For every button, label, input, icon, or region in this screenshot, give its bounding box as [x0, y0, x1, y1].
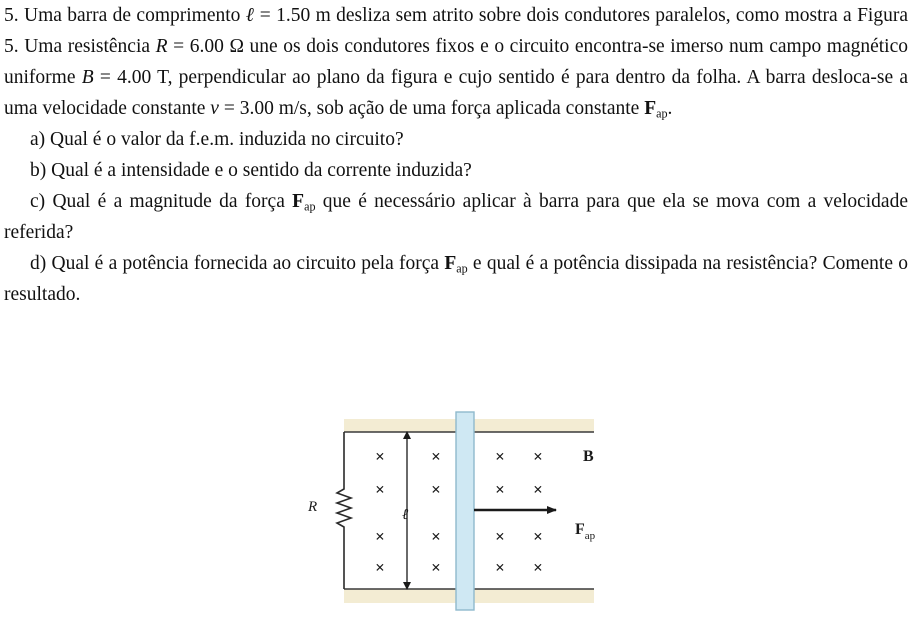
- field-x: ×: [431, 480, 441, 499]
- var-R: R: [155, 36, 168, 57]
- field-x: ×: [431, 447, 441, 466]
- field-x: ×: [533, 480, 543, 499]
- question-b: b) Qual é a intensidade e o sentido da corrente induzida?: [30, 160, 472, 181]
- resistor-wire: [337, 432, 351, 589]
- force-label: $F_{ap}$: [575, 521, 596, 542]
- var-F: F: [644, 98, 657, 119]
- question-c: c) Qual é a magnitude da força $F_{ap}$ que é necessário aplicar à barra para que ela se mova com a velocidade referida?: [4, 191, 908, 243]
- field-x: ×: [495, 527, 505, 546]
- length-label: ℓ: [402, 507, 409, 523]
- field-x: ×: [495, 447, 505, 466]
- var-B: B: [81, 67, 94, 88]
- var-v: v: [210, 98, 219, 119]
- field-x: ×: [533, 558, 543, 577]
- sliding-bar: [456, 412, 474, 610]
- field-x: ×: [495, 558, 505, 577]
- field-x: ×: [375, 527, 385, 546]
- field-x: ×: [533, 447, 543, 466]
- problem-number: 5.: [4, 5, 19, 26]
- question-a: a) Qual é o valor da f.e.m. induzida no circuito?: [30, 129, 404, 150]
- problem-statement: [4, 0, 908, 310]
- field-label: B: [583, 448, 594, 465]
- field-x: ×: [495, 480, 505, 499]
- problem-intro: 5. Uma barra de comprimento ℓ = 1.50 m desliza sem atrito sobre dois condutores paralelos, como mostra a Figura 5. Uma resistência R = 6.00 Ω une os dois condutores fixos e o circuito encontra-se imerso num campo magnético uniforme B = 4.00 T, perpendicular ao plano da figura e cujo sentido é para dentro da folha. A barra desloca-se a uma velocidade constante v = 3.00 m/s, sob ação de uma força aplicada constante $F_{ap}$.: [4, 5, 909, 121]
- var-ell: ℓ: [245, 5, 255, 26]
- field-x: ×: [431, 527, 441, 546]
- field-x: ×: [533, 527, 543, 546]
- field-x: ×: [375, 558, 385, 577]
- circuit-diagram: [298, 405, 628, 621]
- resistor-label: R: [308, 499, 318, 515]
- field-x: ×: [375, 447, 385, 466]
- field-x: ×: [375, 480, 385, 499]
- field-x: ×: [431, 558, 441, 577]
- question-d: d) Qual é a potência fornecida ao circuito pela força $F_{ap}$ e qual é a potência dissipada na resistência? Comente o resultado.: [4, 253, 908, 305]
- figure-5: [298, 405, 628, 621]
